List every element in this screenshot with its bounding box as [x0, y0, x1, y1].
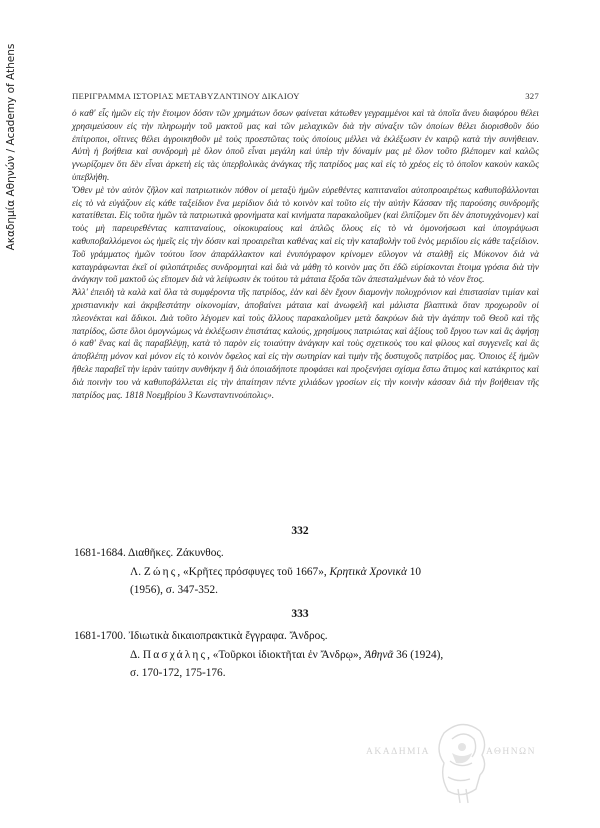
entry-heading: 1681-1700. Ἰδιωτικὰ δικαιοπρακτικὰ ἔγγραφα. Ἄνδρος.: [74, 630, 328, 642]
body-paragraph-1: ὁ καθ' εἷς ἡμῶν εἰς τὴν ἕτοιμον δόσιν τῶν χρημάτων ὅσων φαίνεται κάτωθεν γεγραμμένοι καὶ τὰ ὁποῖα ἄνευ διαφόρου θέλει χρησιμεύσουν εἰς τὴν πληρωμὴν τοῦ μακτοῦ μας καὶ τῶν μελαχικῶν διὰ τὴν σύναξιν τῶν ὁποίων θέλει διορισθοῦν δύο ἐπίτροποι, οἵτινες θέλει ἀγροικηθοῦν μὲ τοὺς προεστῶτας τοὺς ὁποίους μέλλει νὰ ἐκλέξωσιν ἐν καιρῷ κατὰ τὴν συνήθειαν. Αὐτὴ ἡ βοήθεια καὶ συνδρομὴ μὲ ὅλον ὁποῦ εἶναι μεγάλη καὶ ὑπὲρ τὴν δύναμίν μας μὲ ὅλον τοῦτο βλέπομεν καὶ καλῶς γνωρίζομεν ὅτι δὲν εἶναι ἀρκετὴ εἰς τὰς ὑπερβολικὰς ἀνάγκας τῆς πατρίδος μας καὶ εἰς τὸ χρέος εἰς τὸ ὁποῖον κακοὺν κακῶς ὑπεβλήθη.: [72, 109, 539, 183]
entry-number: 332: [291, 525, 309, 537]
reference-author: Πασχάλης: [142, 649, 208, 661]
entry-reference: [130, 566, 421, 578]
entry-heading: 1681-1684. Διαθῆκες. Ζάκυνθος.: [74, 547, 224, 559]
document-body: [72, 108, 539, 402]
entry-reference-detail: (1956), σ. 347-352.: [130, 584, 218, 596]
side-watermark: [2, 32, 20, 262]
reference-title: , «Κρῆτες πρόσφυγες τοῦ 1667»,: [177, 566, 330, 578]
running-head-title: ΠΕΡΙΓΡΑΜΜΑ ΙΣΤΟΡΙΑΣ ΜΕΤΑΒΥΖΑΝΤΙΝΟΥ ΔΙΚΑΙΟΥ: [72, 91, 300, 101]
reference-journal: Ἀθηνᾶ: [364, 649, 394, 661]
entry-number: 333: [291, 608, 309, 620]
body-paragraph-2: Ὅθεν μὲ τὸν αὐτὸν ζῆλον καὶ πατριωτικὸν πόθον οἱ μεταξὺ ἡμῶν εὑρεθέντες καπιταναῖοι αὐτοπροαιρέτως καθυποβάλλονται εἰς τὸ νὰ εὐγάζουν εἰς κάθε ταξείδιον ἕνα μερίδιον διὰ τὸ κοινὸν καὶ τοῦτο εἰς τὴν αὐτὴν Κάσσαν τῆς παρούσης συνδρομῆς κατατίθεται. Εἰς τοῦτα ἡμῶν τὰ πατριωτικὰ φρονήματα καὶ κινήματα παρακαλοῦμεν (καὶ ἐλπίζομεν ὅτι δὲν ἀποτυγχάνομεν) καὶ τοὺς μὴ παρευρεθέντας καπιταναίους, οἰκοκυραίους καὶ ἁπλῶς ὅλους εἰς τὸ νὰ ὁμονοήσωσι καὶ ὑπογράψωσι καθυποβαλλόμενοι ὡς ἡμεῖς εἰς τὴν δόσιν καὶ προαιρεῖται καθένας καὶ εἰς τὴν καταβολὴν τοῦ ἑνὸς μεριδίου εἰς κάθε ταξείδιον. Τοῦ γράμματος ἡμῶν τούτου ἴσον ἀπαράλλακτον καὶ ἐνυπόγραφον κρίνομεν εὔλογον νὰ σταλθῇ εἰς Μύκονον διὰ νὰ καταγράφωνται ἐκεῖ οἱ φιλοπάτριδες συνδρομηταὶ καὶ διὰ νὰ μάθῃ τὸ κοινὸν μας ὅτι ἐδῶ εὑρίσκονται ἕτοιμα γρόσια διὰ τὴν ἀνάγκην τοῦ μακτοῦ ὡς εἴπομεν διὰ νὰ λείψωσιν ἐκ τούτου τὰ μάταια ἔξοδα τῶν ἀπεσταλμένων διὰ τὸ νέον ἔτος.: [72, 185, 539, 286]
entry-reference: [130, 649, 443, 661]
logo-text-left: ΑΚΑΔΗΜΙΑ: [366, 747, 431, 757]
reference-author-initial: Λ.: [130, 566, 142, 578]
page-number: 327: [525, 91, 539, 101]
reference-author: Ζώης: [143, 566, 178, 578]
reference-journal: Κρητικὰ Χρονικὰ: [329, 566, 407, 578]
reference-author-initial: Δ.: [130, 649, 141, 661]
body-paragraph-3: Ἀλλ' ἐπειδὴ τὰ καλὰ καὶ ὅλα τὰ συμφέροντα τῆς πατρίδος, ἐὰν καὶ δὲν ἔχουν διαμονὴν πολυχρόνιον καὶ ἐπιστασίαν τιμίαν καὶ χριστιανικὴν καὶ ἀκριβεστάτην οἰκονομίαν, ἀποβαίνει μάταια καὶ ἀνωφελῆ καὶ μάλιστα βλαπτικὰ ὅταν προχωροῦν οἱ πλεονέκται καὶ ἄδικοι. Διὰ τοῦτο λέγομεν καὶ τοὺς ἄλλους παρακαλοῦμεν μετὰ δακρύων διὰ τὴν ἀγάπην τοῦ Θεοῦ καὶ τῆς πατρίδος, ὥστε ὅλοι ὁμογνώμως νὰ ἐκλέξωσιν ἐπιστάτας καλούς, χρησίμους πατριώτας καὶ ἀξίους τοῦ ἔργου των καὶ ἂς ἀφήσῃ ὁ καθ' ἕνας καὶ ἂς παραβλέψῃ, κατὰ τὸ παρὸν εἰς τοιαύτην ἀνάγκην καὶ τοὺς σχετικοὺς του καὶ φίλους καὶ συγγενεῖς καὶ ἂς ἀποβλέπῃ μόνον καὶ μόνον εἰς τὸ κοινὸν ὄφελος καὶ εἰς τὴν σωτηρίαν καὶ τιμὴν τῆς δυστυχοῦς πατρίδος μας. Ὁποιος ἐξ ἡμῶν ἤθελε παραβεῖ τὴν ἱερὰν ταύτην συνθήκην ἢ διὰ ὁποιαδήποτε προφάσει καὶ προξενήσει σχίσμα ἔστω ἄτιμος καὶ κατάκριτος καὶ διὰ ποινὴν του νὰ καθυποβάλλεται εἰς τὴν ἀπαίτησιν πέντε χιλιάδων γροσίων εἰς τὴν κοινὴν κάσσαν διὰ τὴν βοήθειαν τῆς πατρίδος μας. 1818 Νοεμβρίου 3 Κωνσταντινούπολις».: [72, 288, 539, 401]
logo-text-right: ΑΘΗΝΩΝ: [486, 747, 536, 757]
reference-volume: 36 (1924),: [393, 649, 444, 661]
reference-volume: 10: [406, 566, 422, 578]
entry-reference-detail: σ. 170-172, 175-176.: [130, 667, 226, 679]
reference-title: , «Τοῦρκοι ἰδιοκτῆται ἐν Ἄνδρῳ»,: [207, 649, 365, 661]
academy-seal-watermark-icon: [422, 713, 500, 809]
side-watermark-text: Ακαδημία Αθηνών / Academy of Athens: [5, 43, 17, 251]
